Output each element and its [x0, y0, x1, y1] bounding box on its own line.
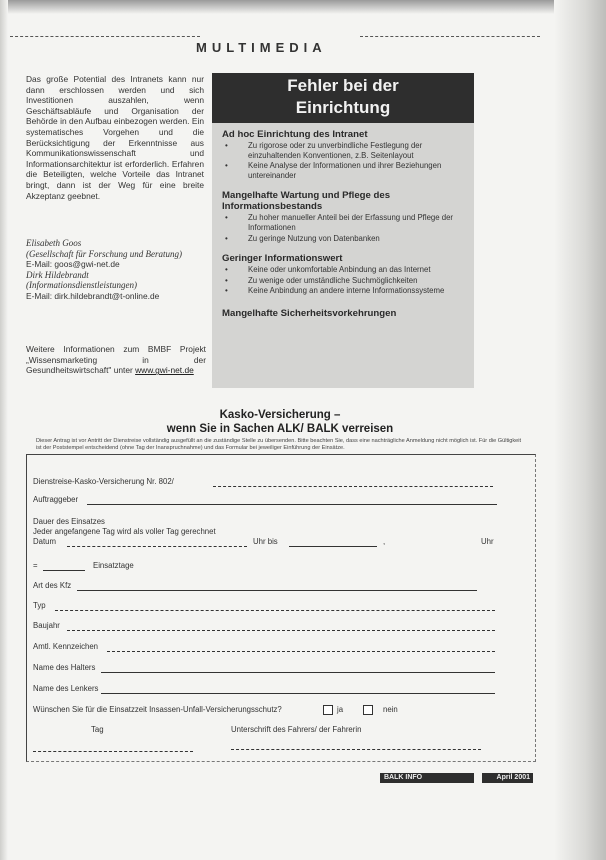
header-rule-left: [10, 36, 200, 37]
intro-paragraph: Das große Potential des Intranets kann nur dann erschlossen werden und sich Investitionen auszahlen, wenn Geschäftsabläufe und Organisation der Behörde in den Aufbau einbezogen werden. Ein systematisches Vorgehen und die Berücksichtigung der Erkenntnisse aus Kommunikationswissenschaft und Informationsarchitektur ist erforderlich. Erfahren die Beteiligten, welche Vorteile das Intranet bringt, dann ist der Weg für eine breite Akzeptanz geebnet.: [26, 74, 204, 201]
policy-number-field[interactable]: [213, 486, 493, 487]
day-label: Tag: [91, 725, 104, 734]
more-info-link[interactable]: www.gwi-net.de: [135, 365, 194, 376]
author-name-2: Dirk Hildebrandt: [26, 269, 89, 280]
signature-label: Unterschrift des Fahrers/ der Fahrerin: [231, 725, 362, 734]
owner-label: Name des Halters: [33, 663, 96, 672]
end-date-field[interactable]: [289, 546, 377, 547]
more-info: [26, 344, 206, 376]
error-heading: Geringer Informationswert: [222, 253, 343, 265]
form-title: [110, 408, 450, 436]
error-item: • Keine oder unkomfortable Anbindung an das Internet: [222, 265, 468, 275]
type-field[interactable]: [55, 610, 495, 611]
author-email-1[interactable]: E-Mail: goos@gwi-net.de: [26, 259, 120, 270]
error-list: [222, 141, 468, 180]
day-field[interactable]: [33, 751, 193, 752]
author-email-2[interactable]: E-Mail: dirk.hildebrandt@t-online.de: [26, 290, 160, 301]
error-list: [222, 265, 468, 296]
policy-label: Dienstreise-Kasko-Versicherung Nr. 802/: [33, 477, 174, 486]
driver-field[interactable]: [101, 693, 495, 694]
footer-magazine: BALK INFO: [380, 773, 474, 783]
no-label: nein: [383, 705, 398, 714]
client-field[interactable]: [87, 504, 497, 505]
vehicle-type-field[interactable]: [77, 590, 477, 591]
error-heading: Ad hoc Einrichtung des Intranet: [222, 129, 368, 140]
plate-field[interactable]: [107, 651, 495, 652]
plate-label: Amtl. Kennzeichen: [33, 642, 99, 651]
vehicle-type-label: Art des Kfz: [33, 581, 72, 590]
client-label: Auftraggeber: [33, 495, 79, 504]
days-label: Einsatztage: [93, 561, 134, 570]
uhr-label: Uhr: [481, 537, 494, 546]
date-label: Datum: [33, 537, 56, 546]
signature-field[interactable]: [231, 749, 481, 750]
uhr-bis-label: Uhr bis: [253, 537, 278, 546]
error-item: • Zu rigorose oder zu unverbindliche Festlegung der einzuhaltenden Konventionen, z.B. Seitenlayout: [222, 141, 468, 160]
year-label: Baujahr: [33, 621, 60, 630]
error-item: • Zu hoher manueller Anteil bei der Erfassung und Pflege der Informationen: [222, 213, 468, 232]
error-box-title-line2: Einrichtung: [295, 98, 391, 117]
no-checkbox[interactable]: [363, 705, 373, 715]
scan-shadow-left: [0, 0, 8, 860]
equals-sign: =: [33, 561, 38, 570]
scan-shadow-right: [554, 0, 606, 860]
author-name-1: Elisabeth Goos: [26, 238, 82, 248]
scan-shadow-top: [0, 0, 606, 14]
insurance-question: Wünschen Sie für die Einsatzzeit Insassen-Unfall-Versicherungsschutz?: [33, 705, 282, 714]
form-title-line2: wenn Sie in Sachen ALK/ BALK verreisen: [166, 423, 394, 435]
insurance-form: [26, 454, 536, 762]
form-title-line1: Kasko-Versicherung –: [219, 409, 341, 421]
duration-note: Jeder angefangene Tag wird als voller Tag gerechnet: [33, 527, 216, 536]
more-info-text: Weitere Informationen zum BMBF Projekt „Wissensmarketing in der Gesundheitswirtschaft" unter: [26, 344, 206, 376]
header-rule-right: [360, 36, 540, 37]
error-list: [222, 213, 468, 243]
error-box-title: [212, 73, 474, 123]
footer-date: April 2001: [482, 773, 533, 783]
author-affiliation-1: (Gesellschaft für Forschung und Beratung): [26, 248, 182, 259]
error-box-content: [222, 129, 468, 319]
author-affiliation-2: (Informationsdienstleistungen): [26, 280, 137, 291]
type-label: Typ: [33, 601, 46, 610]
year-field[interactable]: [67, 630, 495, 631]
error-item: • Zu geringe Nutzung von Datenbanken: [222, 234, 468, 244]
owner-field[interactable]: [101, 672, 495, 673]
start-date-field[interactable]: [67, 546, 247, 547]
error-heading: Mangelhafte Sicherheitsvorkehrungen: [222, 307, 397, 319]
form-smallprint: Dieser Antrag ist vor Antritt der Dienstreise vollständig ausgefüllt an die zuständige Stelle zu übersenden. Bitte beachten Sie, dass eine nachträgliche Anmeldung nicht möglich ist. Für die Gültigkeit ist der Poststempel entscheidend (ohne Tag der Inanspruchnahme) und das Formular bei jeweiliger Einführung der Einsätze.: [36, 438, 522, 451]
error-item: • Zu wenige oder umständliche Suchmöglichkeiten: [222, 276, 468, 286]
error-box: [212, 73, 474, 388]
error-box-title-line1: Fehler bei der: [287, 76, 399, 95]
yes-checkbox[interactable]: [323, 705, 333, 715]
driver-label: Name des Lenkers: [33, 684, 99, 693]
comma-separator: ,: [383, 537, 386, 546]
yes-label: ja: [337, 705, 344, 714]
duration-label: Dauer des Einsatzes: [33, 517, 105, 526]
days-field[interactable]: [43, 570, 85, 571]
error-item: • Keine Analyse der Informationen und ihrer Beziehungen untereinander: [222, 161, 468, 180]
author-block: [26, 238, 206, 302]
section-title: MULTIMEDIA: [196, 40, 327, 55]
error-heading: Mangelhafte Wartung und Pflege des Informationsbestands: [222, 190, 391, 213]
error-item: • Keine Anbindung an andere interne Informationssysteme: [222, 286, 468, 296]
